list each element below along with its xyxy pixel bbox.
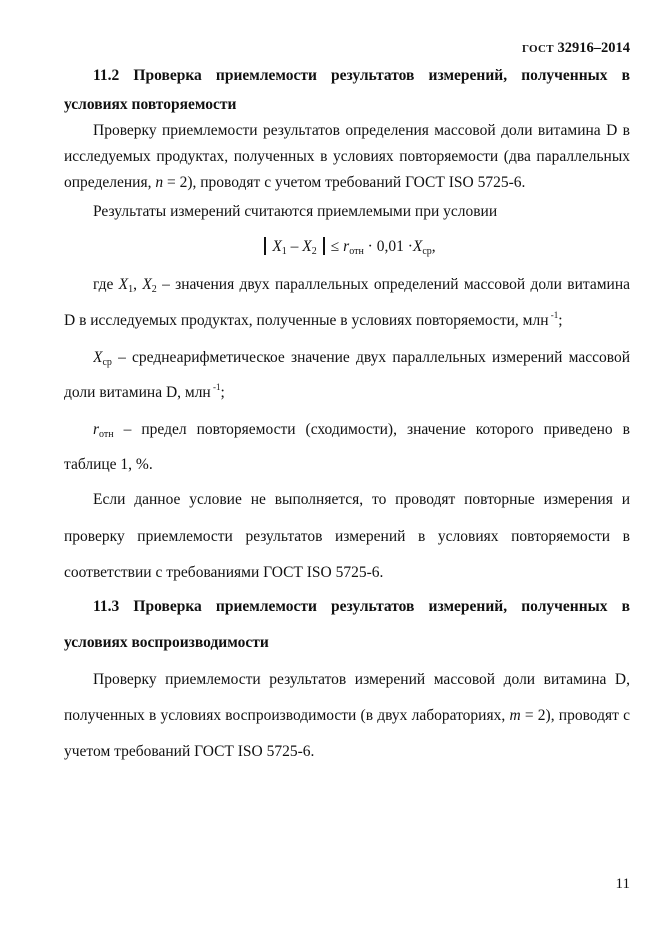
r-def-line1: $r_{отн}$ – предел повторяемости (сходимости), значение которого приведено в xyxy=(93,421,630,440)
s112-para3-line1: Если данное условие не выполняется, то проводят повторные измерения и xyxy=(93,491,630,508)
acceptance-formula: $X_1 - X_2 \le r_{отн} \cdot 0,01 \cdot X_{ср}$, xyxy=(64,237,630,257)
section-11-3-title-line2: условиях воспроизводимости xyxy=(64,634,269,651)
page-number: 11 xyxy=(615,876,630,892)
section-11-3-title-line1: 11.3 Проверка приемлемости результатов измерений, полученных в xyxy=(93,598,630,615)
where-line2: D в исследуемых продуктах, полученные в условиях повторяемости, млн $^{-1}$; xyxy=(64,310,563,329)
s112-para1-line3: определения, n = 2), проводят с учетом требований ГОСТ ISO 5725-6. xyxy=(64,174,526,191)
s113-para1-line2: полученных в условиях воспроизводимости (в двух лабораториях, m = 2), проводят с xyxy=(64,707,630,724)
xavg-def-line1: $X_{ср}$ – среднеарифметическое значение двух параллельных измерений массовой xyxy=(93,349,630,368)
s112-para3-line3: соответствии с требованиями ГОСТ ISO 5725-6. xyxy=(64,564,384,581)
header-prefix: ГОСТ xyxy=(521,43,554,55)
s113-para1-line1: Проверку приемлемости результатов измерений массовой доли витамина D, xyxy=(93,671,630,688)
section-11-2-title-line1: 11.2 Проверка приемлемости результатов измерений, полученных в xyxy=(93,67,630,84)
section-11-2-title-line2: условиях повторяемости xyxy=(64,96,237,113)
s113-para1-line3: учетом требований ГОСТ ISO 5725-6. xyxy=(64,743,315,760)
s112-para1-line2: исследуемых продуктах, полученных в условиях повторяемости (два параллельных xyxy=(64,148,630,165)
s112-para2: Результаты измерений считаются приемлемыми при условии xyxy=(93,203,498,220)
s112-para3-line2: проверку приемлемости результатов измерений в условиях повторяемости в xyxy=(64,528,630,545)
r-def-line2: таблице 1, %. xyxy=(64,456,153,473)
document-header xyxy=(522,40,630,57)
where-line1: где $X_1$, $X_2$ – значения двух параллельных определений массовой доли витамина xyxy=(93,276,630,295)
header-number: 32916–2014 xyxy=(557,40,630,56)
xavg-def-line2: доли витамина D, млн $^{-1}$; xyxy=(64,382,225,401)
s112-para1-line1: Проверку приемлемости результатов определения массовой доли витамина D в xyxy=(93,122,630,139)
